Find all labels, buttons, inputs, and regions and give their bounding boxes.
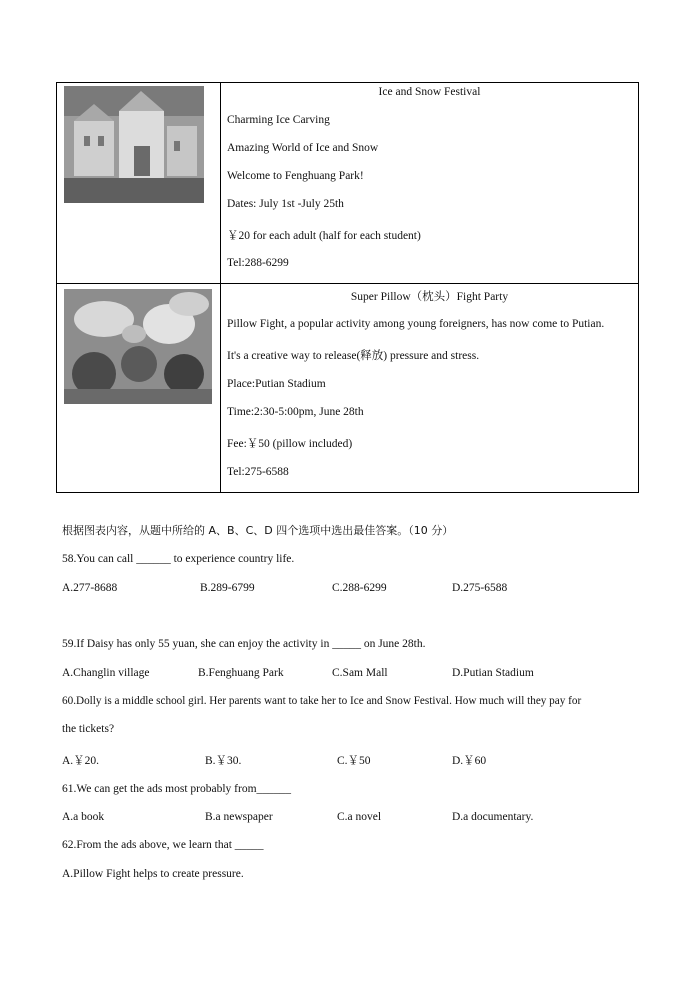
option-b: B.a newspaper: [205, 811, 273, 823]
option-b: B.￥30.: [205, 755, 242, 767]
question-60: 60.Dolly is a middle school girl. Her parents want to take her to Ice and Snow Festival. How much will they pay for: [62, 695, 582, 707]
ad-line: Tel:288-6299: [227, 257, 289, 269]
ad-line: Charming Ice Carving: [227, 114, 330, 126]
ad-image-cell: [57, 284, 221, 492]
question-59: 59.If Daisy has only 55 yuan, she can enjoy the activity in _____ on June 28th.: [62, 638, 426, 650]
ad-title: Super Pillow（枕头）Fight Party: [350, 291, 509, 303]
ad-text-cell: [221, 83, 638, 283]
option-b: B.289-6799: [200, 582, 255, 594]
ad-line: Fee:￥50 (pillow included): [227, 438, 353, 450]
option-c: C.Sam Mall: [332, 667, 388, 679]
pillow-fight-photo: [64, 289, 212, 404]
option-a: A.Changlin village: [62, 667, 150, 679]
ad-row-ice-festival: [57, 83, 638, 284]
option-b: B.Fenghuang Park: [198, 667, 284, 679]
option-c: C.288-6299: [332, 582, 387, 594]
ad-line: Place:Putian Stadium: [227, 378, 326, 390]
ad-row-pillow-fight: [57, 284, 638, 492]
option-c: C.￥50: [337, 755, 371, 767]
ice-castle-photo: [64, 86, 204, 203]
option-a: A.277-8688: [62, 582, 118, 594]
question-62: 62.From the ads above, we learn that _____: [62, 839, 264, 851]
option-d: D.￥60: [452, 755, 487, 767]
ad-line: Pillow Fight, a popular activity among young foreigners, has now come to Putian.: [227, 318, 605, 330]
ad-title: Ice and Snow Festival: [378, 86, 481, 98]
question-61: 61.We can get the ads most probably from______: [62, 783, 292, 795]
option-a: A.￥20.: [62, 755, 100, 767]
option-c: C.a novel: [337, 811, 382, 823]
ad-line: Welcome to Fenghuang Park!: [227, 170, 364, 182]
ad-image-cell: [57, 83, 221, 283]
ad-line: Time:2:30-5:00pm, June 28th: [227, 406, 364, 418]
option-d: D.a documentary.: [452, 811, 534, 823]
ad-line: Dates: July 1st -July 25th: [227, 198, 344, 210]
question-60-cont: the tickets?: [62, 723, 115, 735]
option-a: A.Pillow Fight helps to create pressure.: [62, 868, 244, 880]
question-58: 58.You can call ______ to experience country life.: [62, 553, 295, 565]
ad-line: Amazing World of Ice and Snow: [227, 142, 379, 154]
option-a: A.a book: [62, 811, 105, 823]
ad-text-cell: [221, 284, 638, 492]
ad-line: Tel:275-6588: [227, 466, 289, 478]
option-d: D.275-6588: [452, 582, 508, 594]
ad-line: ￥20 for each adult (half for each student): [227, 230, 421, 242]
instruction-text: 根据图表内容，从题中所给的 A、B、C、D 四个选项中选出最佳答案。（10 分）: [62, 524, 454, 537]
option-d: D.Putian Stadium: [452, 667, 534, 679]
ad-line: It's a creative way to release(释放) pressure and stress.: [227, 350, 480, 362]
ads-table: [56, 82, 639, 493]
